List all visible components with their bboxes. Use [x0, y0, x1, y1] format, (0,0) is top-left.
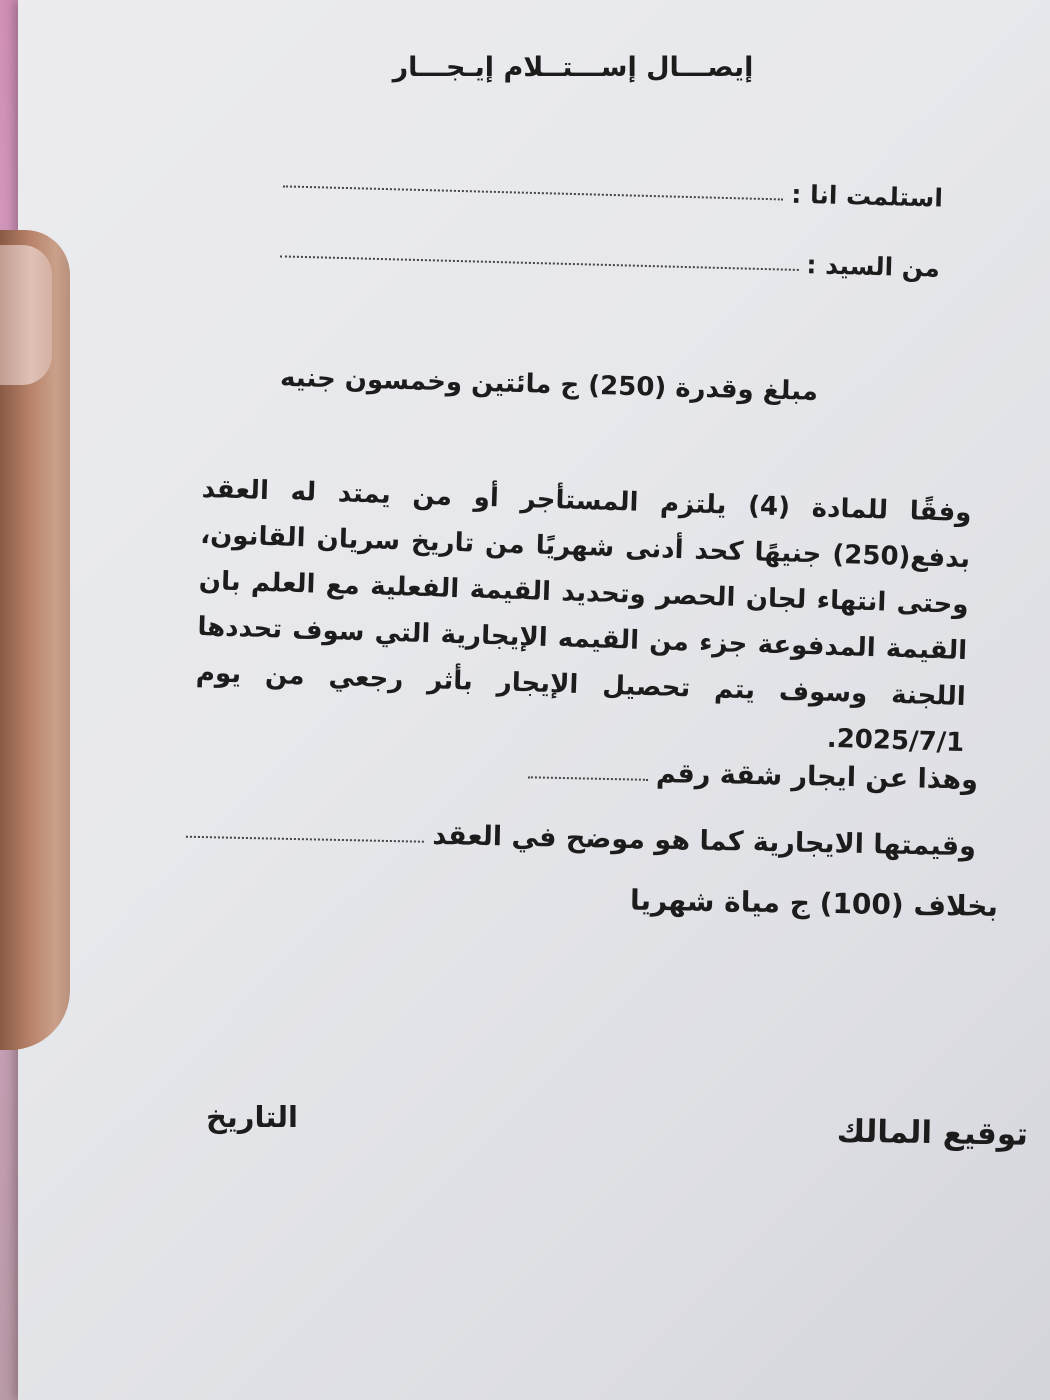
from-label: من السيد :: [806, 250, 941, 283]
from-row: [280, 236, 941, 282]
owner-signature-label: توقيع المالك: [836, 1113, 1029, 1153]
water-line: بخلاف (100) ج مياة شهريا: [629, 883, 999, 923]
received-by-label: استلمت انا :: [791, 179, 944, 213]
received-by-dotted-line: [283, 183, 783, 200]
amount-line: مبلغ وقدرة (250) ج مائتين وخمسون جنيه: [279, 362, 819, 407]
contract-value-row: [186, 815, 976, 863]
document-title: إيصـــال إســـتــلام إيـجـــار: [392, 52, 754, 83]
apartment-label: وهذا عن ايجار شقة رقم: [655, 757, 979, 796]
received-by-row: [283, 166, 944, 212]
contract-value-label: وقيمتها الايجارية كما هو موضح في العقد: [432, 819, 977, 863]
contract-value-dotted-line: [186, 834, 424, 843]
receipt-paper: [18, 0, 1050, 1400]
date-label: التاريخ: [205, 1100, 298, 1134]
apartment-dotted-line: [528, 774, 648, 781]
legal-paragraph: وفقًا للمادة (4) يلتزم المستأجر أو من يمتد له العقد بدفع(250) جنيهًا كحد أدنى شهريًا من تاريخ سريان القانون، وحتى انتهاء لجان الحصر وتحديد القيمة الفعلية مع العلم بان القيمة المدفوعة جزء من القيمه الإيجارية التي سوف تحددها اللجنة وسوف يتم تحصيل الإيجار بأثر رجعي من يوم 2025/7/1.: [195, 473, 972, 759]
from-dotted-line: [280, 253, 798, 271]
thumbnail: [0, 245, 52, 385]
